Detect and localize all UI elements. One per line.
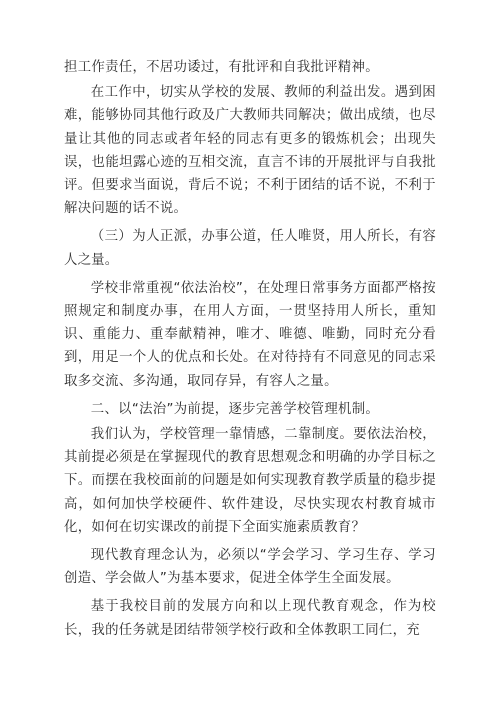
document-body — [64, 56, 436, 642]
paragraph-work-attitude: 在工作中，切实从学校的发展、教师的利益出发。遇到困难，能够协同其他行政及广大教师共同解决；做出成绩，也尽量让其他的同志或者年轻的同志有更多的锻炼机会；出现失误，也能坦露心迹的互相交流，直言不讳的开展批评与自我批评。但要求当面说，背后不说；不利于团结的话不说，不利于解决问题的话不说。 — [64, 85, 436, 217]
paragraph-rule-of-law-school: 学校非常重视“依法治校”，在处理日常事务方面都严格按照规定和制度办事，在用人方面，一贯坚持用人所长，重知识、重能力、重奉献精神，唯才、唯德、唯勤，同时充分看到，用足一个人的优点和长处。在对待持有不同意见的同志采取多交流、多沟通，取同存异，有容人之量。 — [64, 280, 436, 389]
paragraph-principal-task: 基于我校目前的发展方向和以上现代教育观念，作为校长，我的任务就是团结带领学校行政和全体教职工同仁，充 — [64, 599, 436, 638]
section-heading-two: 二、以“法治”为前提，逐步完善学校管理机制。 — [90, 401, 380, 417]
paragraph-continuation: 担工作责任，不居功诿过，有批评和自我批评精神。 — [64, 60, 379, 75]
paragraph-management: 我们认为，学校管理一靠情感，二靠制度。要依法治校，其前提必须是在掌握现代的教育思想观念和明确的办学目标之下。而摆在我校面前的问题是如何实现教育教学质量的稳步提高，如何加快学校硬件、软件建设，尽快实现农村教育城市化，如何在切实课改的前提下全面实施素质教育？ — [64, 427, 436, 535]
paragraph-modern-education: 现代教育理念认为，必须以“学会学习、学习生存、学习创造、学会做人”为基本要求，促进全体学生全面发展。 — [64, 548, 436, 587]
section-heading-three: （三）为人正派，办事公道，任人唯贤，用人所长，有容人之量。 — [64, 229, 436, 268]
